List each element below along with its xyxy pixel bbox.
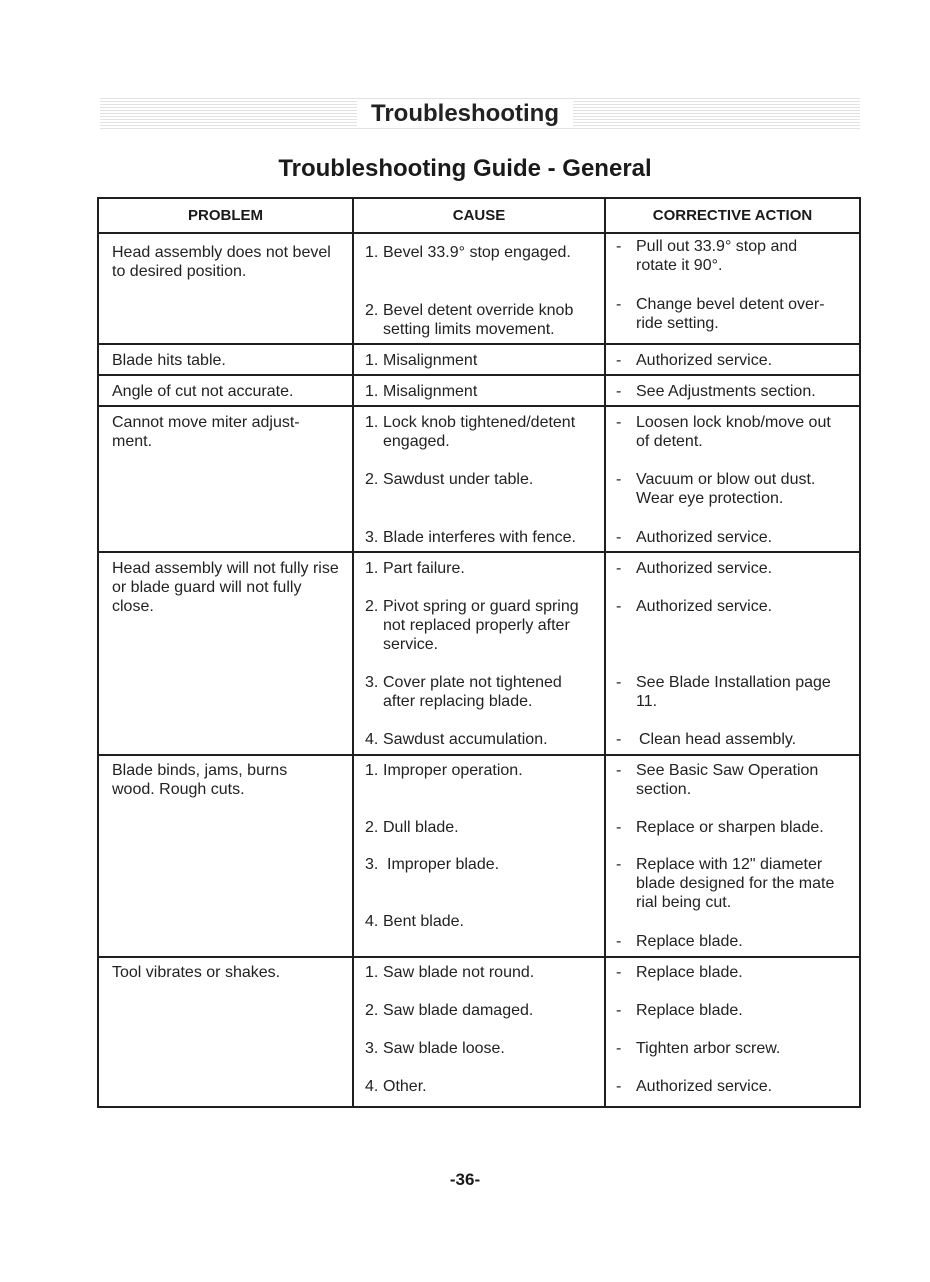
problem-cell: Angle of cut not accurate. bbox=[112, 383, 294, 400]
header-problem: PROBLEM bbox=[188, 207, 263, 224]
section-title: Troubleshooting bbox=[0, 100, 930, 128]
problem-cell: Head assembly will not fully rise or blade guard will not fully close. bbox=[112, 560, 339, 615]
problem-cell: Head assembly does not bevel to desired position. bbox=[112, 244, 331, 280]
header-cause: CAUSE bbox=[452, 207, 506, 224]
column-divider bbox=[352, 199, 354, 1106]
row-divider bbox=[99, 232, 859, 234]
troubleshooting-table: PROBLEM CAUSE CORRECTIVE ACTION Head assembly does not bevel to desired position. 1. Bevel 33.9° stop engaged. 2. Bevel detent override knob setting limits movement. - Pull out 33.9° stop and rotate it 90°. - Change bevel detent over-ride setting. Blade hits table. 1. Misalignment - Authorized service. Angle of cut not accurate. 1. Misalignment - See Adjustments section. Cannot move miter adjust-ment. 1. Lock knob tightened/detent engaged. 2. Sawdust under table. 3. Blade interferes with fence. - Loosen lock knob/move out of detent. - Vacuum or blow out dust. Wear eye protection. - Authorized service. Head assembly will not fully rise or blade guard will not fully close. 1. Part failure. 2. Pivot spring or guard spring not replaced properly after service. 3. Cover plate not tightened after replacing blade. 4. Sawdust accumulation. - Authorized service. - Authorized service. - See Blade Installation page 11. - Clean head assembly. Blade binds, jams, burns wood. Rough cuts. 1. Improper operation. 2. Dull blade. 3. Improper blade. 4. Bent blade. - See Basic Saw Operation section. - Replace or sharpen blade. - Replace with 12" diameter blade designed for the mate rial being cut. - Replace blade. Tool vibrates or shakes. 1. Saw blade not round. 2. Saw blade damaged. 3. Saw blade loose. 4. Other. - Replace blade. - Replace blade. - Tighten arbor screw. - Authorized service. bbox=[97, 197, 861, 1108]
row-divider bbox=[99, 956, 859, 958]
column-divider bbox=[604, 199, 606, 1106]
page-number: -36- bbox=[449, 1170, 481, 1189]
problem-cell: Cannot move miter adjust-ment. bbox=[112, 414, 300, 450]
row-divider bbox=[99, 405, 859, 407]
problem-cell: Blade hits table. bbox=[112, 352, 226, 369]
row-divider bbox=[99, 374, 859, 376]
row-divider bbox=[99, 754, 859, 756]
row-divider bbox=[99, 343, 859, 345]
row-divider bbox=[99, 551, 859, 553]
problem-cell: Tool vibrates or shakes. bbox=[112, 964, 281, 981]
problem-cell: Blade binds, jams, burns wood. Rough cuts. bbox=[112, 762, 288, 798]
guide-title: Troubleshooting Guide - General bbox=[278, 155, 652, 182]
header-corrective-action: CORRECTIVE ACTION bbox=[652, 207, 813, 224]
